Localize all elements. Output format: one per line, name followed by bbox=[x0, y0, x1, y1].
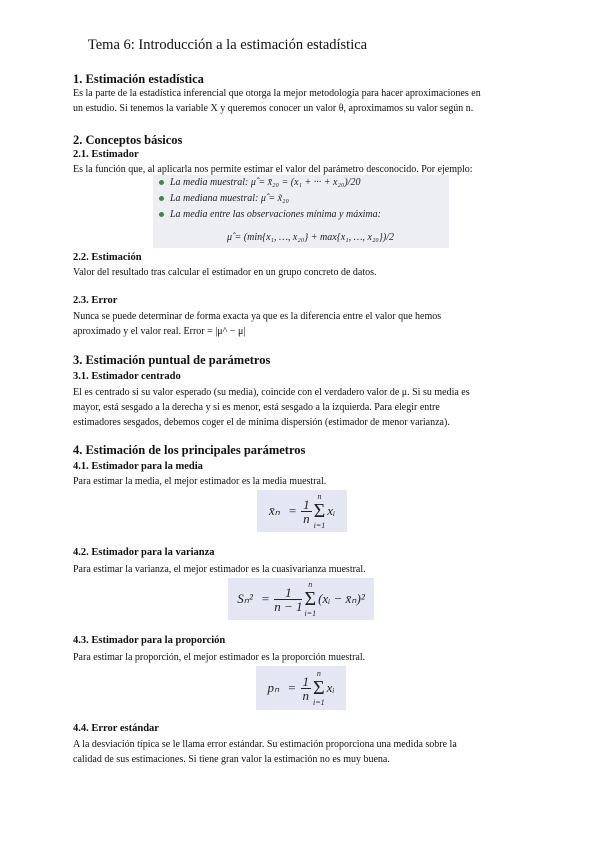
formula-term: xᵢ bbox=[327, 503, 336, 518]
subsection-4-2-heading: 4.2. Estimador para la varianza bbox=[73, 547, 215, 558]
page-title: Tema 6: Introducción a la estimación estadística bbox=[87, 37, 368, 53]
example-item-median: La mediana muestral: μ̂ = x̃₂₀ bbox=[159, 193, 289, 204]
section-4-heading: 4. Estimación de los principales parámetros bbox=[73, 443, 306, 457]
example-item-midrange: La media entre las observaciones mínima y máxima: bbox=[159, 209, 381, 220]
subsection-2-2-heading: 2.2. Estimación bbox=[73, 252, 142, 263]
estimator-examples-box bbox=[153, 175, 449, 248]
subsection-4-3-text: Para estimar la proporción, el mejor estimador es la proporción muestral. bbox=[73, 652, 366, 663]
sample-mean-formula: x̄ₙ = $\frac{1}{n}$ n Σ i=1 xᵢ bbox=[257, 490, 347, 532]
formula-term: (xᵢ − x̄ₙ)² bbox=[318, 591, 365, 606]
sample-proportion-formula: pₙ = $\frac{1}{n}$ n Σ i=1 xᵢ bbox=[256, 666, 346, 710]
section-1-line-2: un estudio. Si tenemos la variable X y queremos conocer un valor θ, aproximamos su valor según n. bbox=[73, 103, 474, 114]
subsection-2-3-line-1: Nunca se puede determinar de forma exacta ya que es la diferencia entre el valor que hemos bbox=[73, 311, 442, 322]
section-3-line-2: mayor, está sesgado a la derecha y si es menor, está sesgado a la izquierda. Para elegir entre bbox=[73, 402, 440, 413]
subsection-2-1-text: Es la función que, al aplicarla nos permite estimar el valor del parámetro desconocido. Por ejemplo: bbox=[73, 164, 473, 175]
subsection-4-2-text: Para estimar la varianza, el mejor estimador es la cuasivarianza muestral. bbox=[73, 564, 366, 575]
subsection-2-1-heading: 2.1. Estimador bbox=[73, 149, 139, 160]
formula-lhs: Sₙ² bbox=[237, 591, 253, 606]
formula-lhs: pₙ bbox=[267, 680, 280, 695]
bullet-icon bbox=[159, 180, 164, 185]
formula-lhs: x̄ₙ bbox=[268, 503, 280, 518]
subsection-4-4-line-1: A la desviación típica se le llama error estándar. Su estimación proporciona una medida sobre la bbox=[73, 739, 457, 750]
subsection-4-1-heading: 4.1. Estimador para la media bbox=[73, 461, 203, 472]
bullet-icon bbox=[159, 212, 164, 217]
formula-fraction: $\frac{1}{n}$ bbox=[303, 496, 310, 526]
subsection-4-4-line-2: calidad de sus estimaciones. Si tiene gran valor la estimación no es muy buena. bbox=[73, 754, 390, 765]
example-item-mean: La media muestral: μ̂ = x̄₂₀ = (x₁ + ··· + x₂₀)/20 bbox=[159, 177, 360, 188]
section-1-line-1: Es la parte de la estadística inferencial que otorga la mejor metodología para hacer aproximaciones en bbox=[73, 88, 481, 99]
section-2-heading: 2. Conceptos básicos bbox=[73, 133, 183, 147]
section-3-line-3: estimadores sesgados, debemos coger el de mínima dispersión (estimador de menor varianza). bbox=[73, 417, 450, 428]
section-3-line-1: El es centrado si su valor esperado (su media), coincide con el verdadero valor de μ. Si su media es bbox=[73, 387, 470, 398]
subsection-3-1-heading: 3.1. Estimador centrado bbox=[73, 371, 181, 382]
section-3-heading: 3. Estimación puntual de parámetros bbox=[73, 353, 271, 367]
subsection-2-3-line-2: aproximado y el valor real. Error = |μ^ − μ| bbox=[73, 326, 246, 337]
formula-term: xᵢ bbox=[326, 680, 335, 695]
midrange-formula: μ̂ = (min{x₁, …, x₂₀} + max{x₁, …, x₂₀})/2 bbox=[227, 232, 395, 243]
subsection-2-3-heading: 2.3. Error bbox=[73, 295, 118, 306]
subsection-4-1-text: Para estimar la media, el mejor estimador es la media muestral. bbox=[73, 476, 327, 487]
sum-symbol: n Σ i=1 bbox=[313, 492, 326, 530]
sum-symbol: n Σ i=1 bbox=[313, 669, 325, 707]
bullet-icon bbox=[159, 196, 164, 201]
formula-fraction: $\frac{1}{n - 1}$ bbox=[274, 584, 303, 614]
sum-symbol: n Σ i=1 bbox=[304, 580, 317, 618]
section-1-heading: 1. Estimación estadística bbox=[73, 72, 204, 86]
subsection-4-3-heading: 4.3. Estimador para la proporción bbox=[73, 635, 226, 646]
formula-fraction: $\frac{1}{n}$ bbox=[302, 673, 310, 703]
subsection-2-2-text: Valor del resultado tras calcular el estimador en un grupo concreto de datos. bbox=[73, 267, 377, 278]
subsection-4-4-heading: 4.4. Error estándar bbox=[73, 723, 159, 734]
sample-variance-formula: Sₙ² = $\frac{1}{n - 1}$ n Σ i=1 (xᵢ − x̄ₙ)² bbox=[228, 578, 374, 620]
